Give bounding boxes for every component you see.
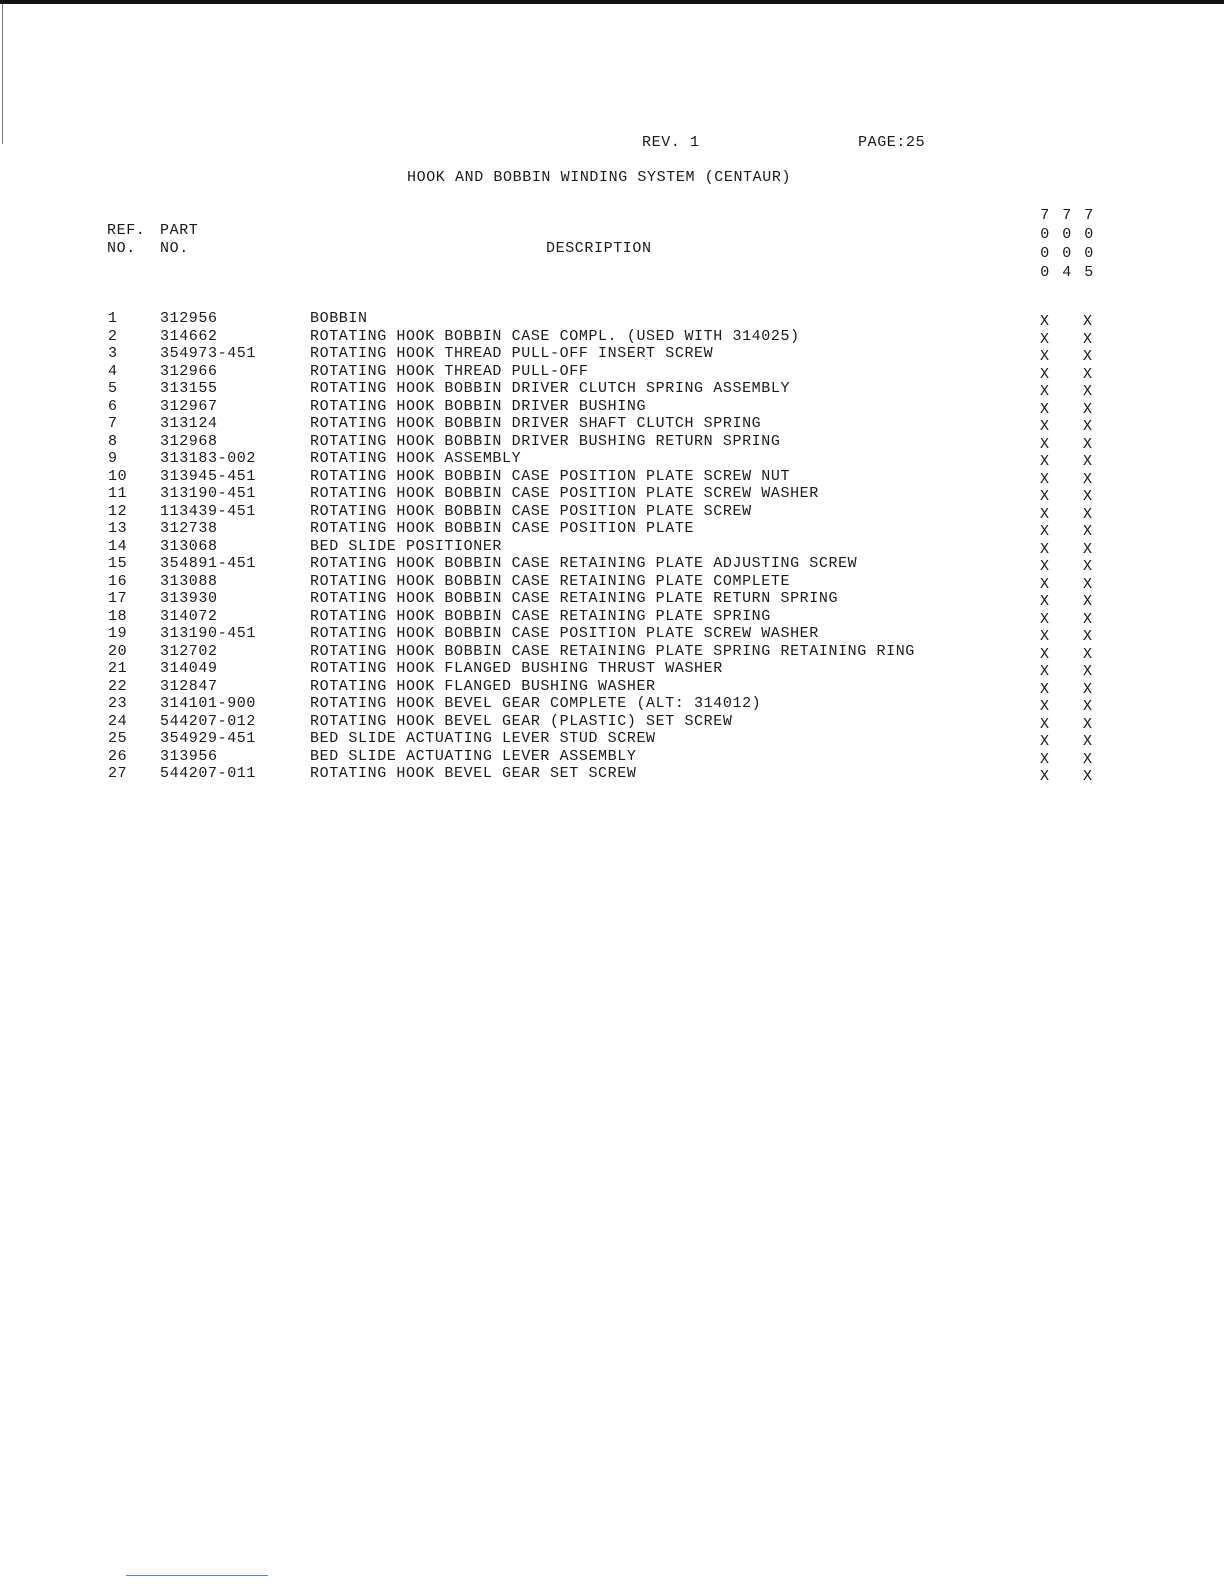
model-7000-mark: X (1040, 418, 1050, 435)
model-7005-mark: X (1083, 523, 1093, 540)
ref-header-line2: NO. (107, 240, 136, 257)
model-7005-mark: X (1083, 313, 1093, 330)
model-7000-mark: X (1040, 663, 1050, 680)
model-7000-mark: X (1040, 523, 1050, 540)
part-description: ROTATING HOOK BOBBIN CASE POSITION PLATE SCREW NUT (310, 467, 791, 485)
part-description: ROTATING HOOK BOBBIN CASE POSITION PLATE SCREW (310, 502, 752, 520)
part-number: 313930 (160, 590, 218, 607)
ref-number: 4 (108, 362, 118, 380)
ref-number: 12 (108, 502, 128, 520)
model-digit: 0 (1062, 226, 1072, 243)
part-description: ROTATING HOOK BOBBIN DRIVER BUSHING (310, 397, 647, 415)
part-description: ROTATING HOOK ASSEMBLY (310, 450, 522, 467)
table-row (0, 730, 1224, 748)
table-row (0, 555, 1224, 573)
model-7005-mark: X (1083, 610, 1093, 628)
ref-number: 8 (108, 432, 118, 450)
model-7005-mark: X (1083, 540, 1093, 558)
model-7000-mark: X (1040, 540, 1050, 558)
table-row (0, 590, 1224, 608)
part-description: ROTATING HOOK BEVEL GEAR COMPLETE (ALT: 314012) (310, 695, 762, 712)
part-number: 313155 (160, 380, 218, 397)
ref-number: 16 (108, 572, 128, 590)
part-description: BED SLIDE ACTUATING LEVER ASSEMBLY (310, 747, 637, 765)
part-description: BOBBIN (310, 310, 368, 327)
model-7000-mark: X (1040, 383, 1050, 400)
part-number: 312702 (160, 642, 218, 660)
part-header-line1: PART (160, 222, 199, 239)
ref-number: 21 (108, 660, 128, 677)
part-number: 312956 (160, 310, 218, 327)
ref-number: 7 (108, 415, 118, 432)
model-7005-mark: X (1083, 400, 1093, 418)
page-title: HOOK AND BOBBIN WINDING SYSTEM (CENTAUR) (407, 169, 792, 186)
part-description: ROTATING HOOK BOBBIN CASE POSITION PLATE SCREW WASHER (310, 625, 819, 642)
model-digit: 7 (1062, 207, 1072, 224)
part-description: ROTATING HOOK BOBBIN DRIVER SHAFT CLUTCH SPRING (310, 415, 762, 432)
model-7000-mark: X (1040, 593, 1050, 610)
table-row (0, 468, 1224, 486)
model-digit: 4 (1062, 264, 1072, 281)
model-7005-mark: X (1083, 435, 1093, 453)
parts-list (0, 310, 1224, 783)
model-7000-mark: X (1040, 768, 1050, 785)
part-number: 313190-451 (160, 625, 257, 642)
part-header-line2: NO. (160, 240, 189, 257)
ref-number: 10 (108, 467, 128, 485)
model-7000-mark: X (1040, 575, 1050, 593)
model-7000-mark: X (1040, 680, 1050, 698)
scan-bottom-mark (126, 1575, 268, 1576)
part-number: 313068 (160, 537, 218, 555)
model-digit: 0 (1040, 264, 1050, 281)
model-7005-mark: X (1083, 330, 1093, 348)
model-7005-mark: X (1083, 488, 1093, 505)
part-number: 313945-451 (160, 467, 257, 485)
part-description: ROTATING HOOK BOBBIN CASE RETAINING PLATE COMPLETE (310, 572, 791, 590)
ref-number: 25 (108, 730, 128, 747)
table-row (0, 398, 1224, 416)
model-7005-mark: X (1083, 365, 1093, 383)
model-digit: 0 (1040, 245, 1050, 262)
ref-number: 19 (108, 625, 128, 642)
part-number: 314662 (160, 327, 218, 345)
model-7005-mark: X (1083, 453, 1093, 470)
part-number: 313956 (160, 747, 218, 765)
table-row (0, 485, 1224, 503)
table-row (0, 625, 1224, 643)
ref-number: 18 (108, 607, 128, 625)
part-description: ROTATING HOOK FLANGED BUSHING WASHER (310, 677, 656, 695)
model-digit: 0 (1084, 226, 1094, 243)
table-row (0, 643, 1224, 661)
ref-number: 15 (108, 555, 128, 572)
table-row (0, 415, 1224, 433)
part-description: ROTATING HOOK BOBBIN DRIVER CLUTCH SPRING ASSEMBLY (310, 380, 791, 397)
part-number: 544207-011 (160, 765, 257, 782)
part-number: 354929-451 (160, 730, 257, 747)
part-description: ROTATING HOOK BOBBIN CASE RETAINING PLATE RETURN SPRING (310, 590, 839, 607)
table-row (0, 328, 1224, 346)
model-7000-mark: X (1040, 505, 1050, 523)
part-description: ROTATING HOOK BOBBIN CASE POSITION PLATE (310, 520, 695, 537)
ref-number: 20 (108, 642, 128, 660)
model-7005-mark: X (1083, 768, 1093, 785)
model-column-7004 (1060, 206, 1074, 282)
part-description: ROTATING HOOK BOBBIN CASE RETAINING PLATE SPRING RETAINING RING (310, 642, 915, 660)
model-7005-mark: X (1083, 558, 1093, 575)
part-number: 314049 (160, 660, 218, 677)
model-7000-mark: X (1040, 313, 1050, 330)
model-7005-mark: X (1083, 733, 1093, 750)
model-7000-mark: X (1040, 733, 1050, 750)
table-row (0, 345, 1224, 363)
table-row (0, 450, 1224, 468)
part-description: ROTATING HOOK FLANGED BUSHING THRUST WASHER (310, 660, 723, 677)
part-number: 313088 (160, 572, 218, 590)
part-number: 354973-451 (160, 345, 257, 362)
part-number: 314072 (160, 607, 218, 625)
part-description: ROTATING HOOK THREAD PULL-OFF (310, 362, 589, 380)
ref-number: 2 (108, 327, 118, 345)
part-number: 313190-451 (160, 485, 257, 502)
table-row (0, 608, 1224, 626)
model-7005-mark: X (1083, 593, 1093, 610)
model-7000-mark: X (1040, 750, 1050, 768)
model-7000-mark: X (1040, 698, 1050, 715)
part-description: ROTATING HOOK BOBBIN CASE RETAINING PLATE ADJUSTING SCREW (310, 555, 858, 572)
part-number: 113439-451 (160, 502, 257, 520)
part-description: ROTATING HOOK BEVEL GEAR (PLASTIC) SET SCREW (310, 712, 733, 730)
part-description: ROTATING HOOK BOBBIN CASE COMPL. (USED WITH 314025) (310, 327, 800, 345)
model-7000-mark: X (1040, 488, 1050, 505)
part-number: 544207-012 (160, 712, 257, 730)
table-row (0, 748, 1224, 766)
ref-number: 24 (108, 712, 128, 730)
table-row (0, 765, 1224, 783)
part-description: ROTATING HOOK BOBBIN CASE POSITION PLATE SCREW WASHER (310, 485, 819, 502)
ref-number: 14 (108, 537, 128, 555)
part-description: ROTATING HOOK BOBBIN CASE RETAINING PLATE SPRING (310, 607, 771, 625)
model-7000-mark: X (1040, 645, 1050, 663)
part-number: 312738 (160, 520, 218, 537)
model-7005-mark: X (1083, 505, 1093, 523)
table-row (0, 363, 1224, 381)
part-description: ROTATING HOOK BEVEL GEAR SET SCREW (310, 765, 637, 782)
model-7005-mark: X (1083, 628, 1093, 645)
model-7005-mark: X (1083, 383, 1093, 400)
ref-number: 22 (108, 677, 128, 695)
model-7000-mark: X (1040, 558, 1050, 575)
part-number: 354891-451 (160, 555, 257, 572)
part-description: BED SLIDE POSITIONER (310, 537, 503, 555)
model-7000-mark: X (1040, 610, 1050, 628)
model-7000-mark: X (1040, 365, 1050, 383)
model-digit: 0 (1084, 245, 1094, 262)
part-number: 312847 (160, 677, 218, 695)
model-7000-mark: X (1040, 453, 1050, 470)
part-number: 313124 (160, 415, 218, 432)
model-7000-mark: X (1040, 435, 1050, 453)
page-number: PAGE:25 (858, 134, 926, 151)
scan-top-border (0, 0, 1224, 4)
table-row (0, 538, 1224, 556)
ref-number: 26 (108, 747, 128, 765)
model-7000-mark: X (1040, 400, 1050, 418)
part-number: 313183-002 (160, 450, 257, 467)
model-digit: 0 (1040, 226, 1050, 243)
ref-number: 17 (108, 590, 128, 607)
ref-number: 11 (108, 485, 128, 502)
model-7005-mark: X (1083, 645, 1093, 663)
ref-number: 3 (108, 345, 118, 362)
model-7005-mark: X (1083, 680, 1093, 698)
model-column-7000 (1038, 206, 1052, 282)
ref-number: 9 (108, 450, 118, 467)
table-row (0, 310, 1224, 328)
model-7005-mark: X (1083, 575, 1093, 593)
model-digit: 0 (1062, 245, 1072, 262)
scan-left-edge (2, 4, 3, 144)
part-number: 312966 (160, 362, 218, 380)
ref-number: 6 (108, 397, 118, 415)
model-7005-mark: X (1083, 470, 1093, 488)
table-row (0, 695, 1224, 713)
model-7000-mark: X (1040, 330, 1050, 348)
model-7005-mark: X (1083, 663, 1093, 680)
model-digit: 7 (1084, 207, 1094, 224)
model-7000-mark: X (1040, 628, 1050, 645)
part-description: ROTATING HOOK BOBBIN DRIVER BUSHING RETURN SPRING (310, 432, 781, 450)
table-row (0, 503, 1224, 521)
model-7000-mark: X (1040, 348, 1050, 365)
model-7005-mark: X (1083, 750, 1093, 768)
model-7005-mark: X (1083, 348, 1093, 365)
table-row (0, 660, 1224, 678)
model-7005-mark: X (1083, 698, 1093, 715)
model-7005-mark: X (1083, 715, 1093, 733)
table-row (0, 380, 1224, 398)
table-row (0, 678, 1224, 696)
ref-number: 1 (108, 310, 118, 327)
ref-number: 5 (108, 380, 118, 397)
table-row (0, 520, 1224, 538)
model-digit: 5 (1084, 264, 1094, 281)
part-description: BED SLIDE ACTUATING LEVER STUD SCREW (310, 730, 656, 747)
model-7000-mark: X (1040, 470, 1050, 488)
part-number: 312967 (160, 397, 218, 415)
part-description: ROTATING HOOK THREAD PULL-OFF INSERT SCREW (310, 345, 714, 362)
ref-number: 23 (108, 695, 128, 712)
table-row (0, 713, 1224, 731)
part-number: 314101-900 (160, 695, 257, 712)
table-row (0, 573, 1224, 591)
ref-header-line1: REF. (107, 222, 146, 239)
ref-number: 13 (108, 520, 128, 537)
revision-label: REV. 1 (642, 134, 700, 151)
model-7005-mark: X (1083, 418, 1093, 435)
description-header: DESCRIPTION (546, 240, 652, 257)
table-row (0, 433, 1224, 451)
part-number: 312968 (160, 432, 218, 450)
model-7000-mark: X (1040, 715, 1050, 733)
model-column-7005 (1082, 206, 1096, 282)
model-digit: 7 (1040, 207, 1050, 224)
ref-number: 27 (108, 765, 128, 782)
